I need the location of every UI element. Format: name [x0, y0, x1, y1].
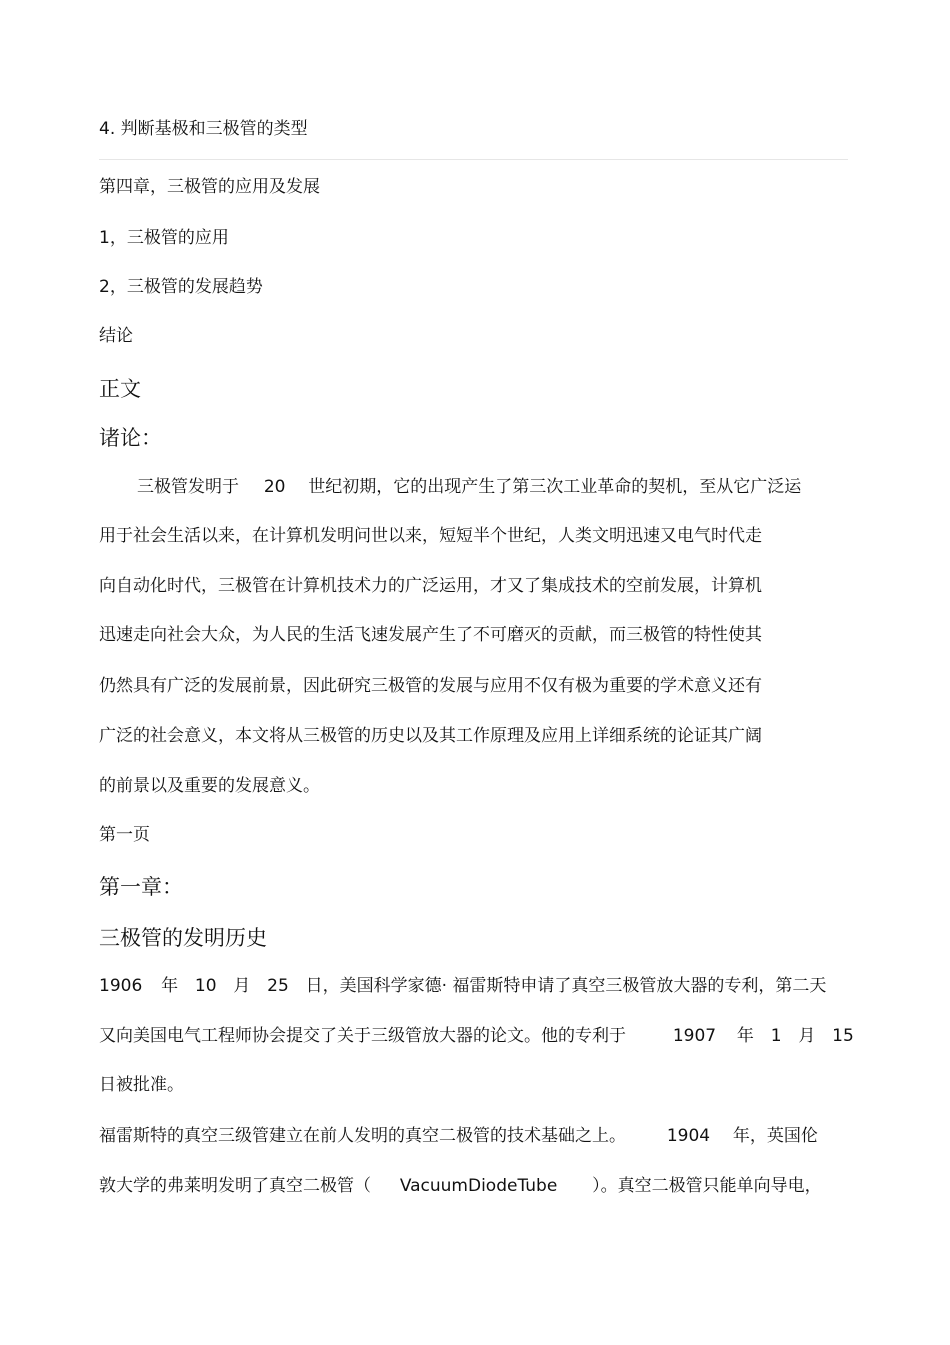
intro-line-5: 仍然具有广泛的发展前景，因此研究三极管的发展与应用不仅有极为重要的学术意义还有: [99, 676, 762, 696]
introduction-heading: 诸论：: [99, 426, 162, 450]
history-line-2: [99, 1024, 854, 1048]
toc-divider: [99, 159, 848, 160]
history-line-4: [99, 1124, 818, 1148]
history-line-5: [99, 1174, 822, 1198]
main-body-heading: 正文: [99, 377, 141, 401]
day-value-2: 15: [832, 1026, 854, 1046]
year-1906: 1906: [99, 976, 143, 996]
toc-item-4: 4. 判断基极和三极管的类型: [99, 119, 308, 139]
word-year-2: 年: [736, 1026, 754, 1046]
year-1904: 1904: [666, 1126, 711, 1146]
toc-chapter-4: 第四章，三极管的应用及发展: [99, 177, 320, 197]
word-month-2: 月: [798, 1026, 816, 1046]
word-year: 年: [161, 976, 179, 996]
intro-line-7: 的前景以及重要的发展意义。: [99, 776, 320, 796]
page-label: 第一页: [99, 825, 150, 845]
toc-section-1: 1，三极管的应用: [99, 228, 229, 248]
history-line-1: [99, 974, 826, 998]
toc-conclusion: 结论: [99, 326, 133, 346]
month-value: 10: [194, 976, 217, 996]
intro-line-3: 向自动化时代，三极管在计算机技术力的广泛运用，才又了集成技术的空前发展，计算机: [99, 576, 762, 596]
chapter-1-title: 三极管的发明历史: [99, 926, 267, 950]
intro-line-4: 迅速走向社会大众，为人民的生活飞速发展产生了不可磨灭的贡献，而三极管的特性使其: [99, 625, 762, 645]
history-line-4-text: 福雷斯特的真空三级管建立在前人发明的真空二极管的技术基础之上。: [99, 1126, 626, 1146]
chapter-1-heading: 第一章：: [99, 875, 183, 899]
history-line-4-rest: 年，英国伦: [732, 1126, 818, 1146]
toc-section-2: 2，三极管的发展趋势: [99, 277, 263, 297]
history-line-3: 日被批准。: [99, 1075, 184, 1095]
history-line-2-text: 又向美国电气工程师协会提交了关于三级管放大器的论文。他的专利于: [99, 1026, 626, 1046]
intro-line-2: 用于社会生活以来，在计算机发明问世以来，短短半个世纪，人类文明迅速又电气时代走: [99, 526, 762, 546]
day-value: 25: [267, 976, 289, 996]
year-1907: 1907: [672, 1026, 717, 1046]
month-value-2: 1: [770, 1026, 782, 1046]
intro-line-1-text-b: 世纪初期，它的出现产生了第三次工业革命的契机，至从它广泛运: [308, 477, 802, 497]
intro-line-6: 广泛的社会意义，本文将从三极管的历史以及其工作原理及应用上详细系统的论证其广阔: [99, 726, 762, 746]
term-vacuum-diode-tube: VacuumDiodeTube: [399, 1176, 558, 1196]
history-line-5-text-a: 敦大学的弗莱明发明了真空二极管（: [99, 1176, 371, 1196]
intro-line-1: [137, 475, 801, 499]
word-month: 月: [233, 976, 251, 996]
intro-line-1-text-a: 三极管发明于: [137, 477, 239, 497]
history-line-5-text-b: ）。真空二极管只能单向导电，: [592, 1176, 822, 1196]
history-line-1-rest: 日，美国科学家德· 福雷斯特申请了真空三极管放大器的专利，第二天: [305, 976, 827, 996]
intro-line-1-number: 20: [263, 477, 286, 497]
